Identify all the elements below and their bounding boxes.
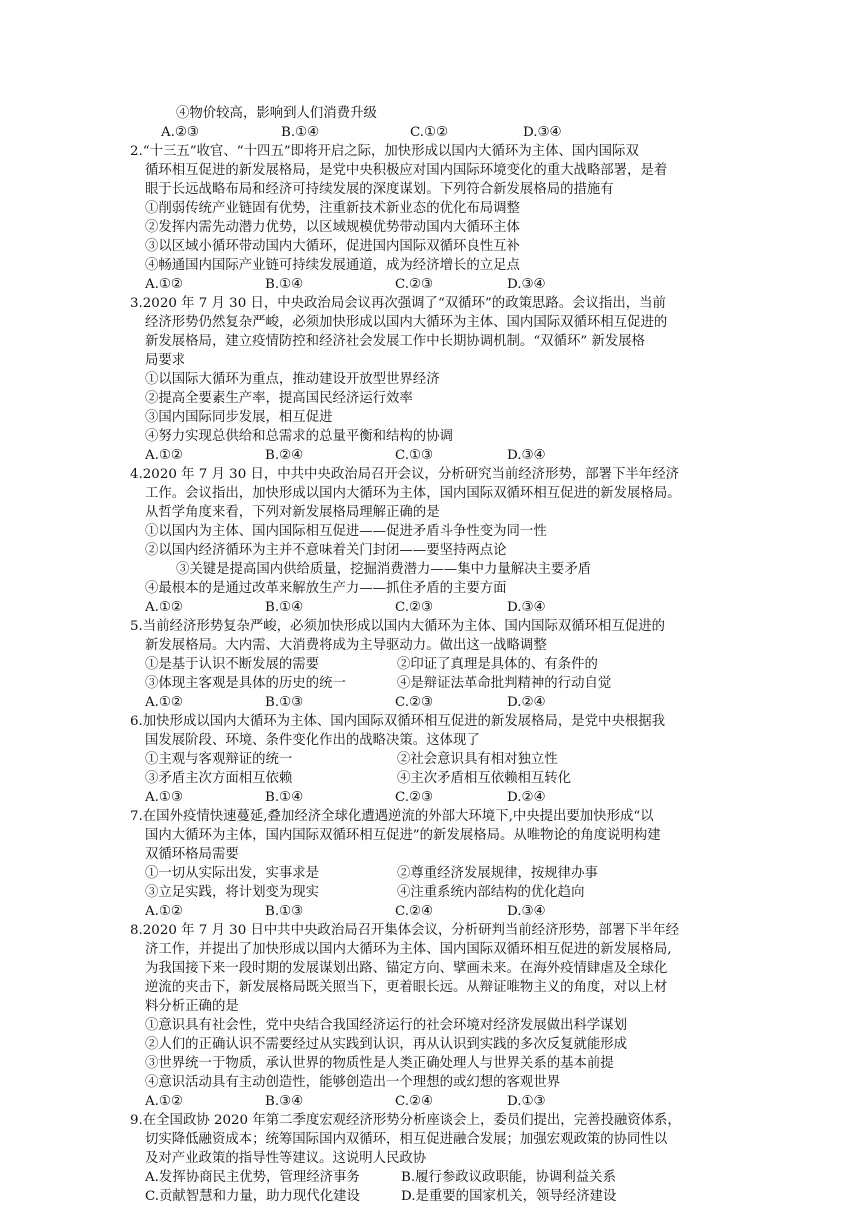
q7-items-row-1 xyxy=(145,864,734,884)
q6-options xyxy=(145,788,734,808)
q5-item-3: ③体现主客观是具体的历史的统一 xyxy=(145,676,346,691)
q9-option-c: C.贡献智慧和力量，助力现代化建设 xyxy=(145,1189,360,1204)
q7-item-4: ④注重系统内部结构的优化趋向 xyxy=(397,885,585,900)
q4-options xyxy=(145,598,734,618)
q9-stem-line-2: 切实降低融资成本；统筹国际国内双循环，相互促进融合发展；加强宏观政策的协同性以 xyxy=(145,1132,668,1147)
q4-item-3: ③关键是提高国内供给质量，挖掘消费潜力——集中力量解决主要矛盾 xyxy=(176,562,592,577)
q6-items-row-1 xyxy=(145,750,734,770)
q7-stem-line-3: 双循环格局需要 xyxy=(145,847,239,862)
q2-item-3: ③以区域小循环带动国内大循环，促进国内国际双循环良性互补 xyxy=(145,239,520,254)
q2-option-d: D.③④ xyxy=(507,277,546,292)
q2-options xyxy=(145,275,734,295)
q7-item-3: ③立足实践，将计划变为现实 xyxy=(145,885,320,900)
q9-options-row-2 xyxy=(145,1187,734,1207)
q3-item-2: ②提高全要素生产率，提高国民经济运行效率 xyxy=(145,391,413,406)
q1-option-c: C.①② xyxy=(410,125,449,140)
q4-item-1: ①以国内为主体、国内国际相互促进——促进矛盾斗争性变为同一性 xyxy=(145,524,547,539)
q7-stem-line-2: 国内大循环为主体，国内国际双循环相互促进”的新发展格局。从唯物论的角度说明构建 xyxy=(145,828,661,843)
q2-item-4: ④畅通国内国际产业链可持续发展通道，成为经济增长的立足点 xyxy=(145,258,520,273)
q5-option-c: C.②③ xyxy=(395,695,434,710)
q5-items-row-2 xyxy=(145,674,734,694)
q7-stem-line-1: 7.在国外疫情快速蔓延,叠加经济全球化遭遇逆流的外部大环境下,中央提出要加快形成“以 xyxy=(130,809,654,824)
q8-stem-line-5: 料分析正确的是 xyxy=(145,999,239,1014)
q3-option-d: D.③④ xyxy=(507,448,546,463)
q8-item-1: ①意识具有社会性，党中央结合我国经济运行的社会环境对经济发展做出科学谋划 xyxy=(145,1018,628,1033)
q1-option-d: D.③④ xyxy=(523,125,562,140)
q6-items-row-2 xyxy=(145,769,734,789)
q4-item-2: ②以国内经济循环为主并不意味着关门封闭——要坚持两点论 xyxy=(145,543,507,558)
q3-option-b: B.②④ xyxy=(265,448,304,463)
q9-option-d: D.是重要的国家机关，领导经济建设 xyxy=(401,1189,617,1204)
q3-item-4: ④努力实现总供给和总需求的总量平衡和结构的协调 xyxy=(145,429,453,444)
q9-stem-line-3: 及对产业政策的指导性等建议。这说明人民政协 xyxy=(145,1151,427,1166)
q2-stem-line-3: 眼于长远战略布局和经济可持续发展的深度谋划。下列符合新发展格局的措施有 xyxy=(145,182,614,197)
q2-option-c: C.②③ xyxy=(395,277,434,292)
q6-option-a: A.①③ xyxy=(145,790,183,805)
q8-option-b: B.③④ xyxy=(265,1094,304,1109)
q6-item-2: ②社会意识具有相对独立性 xyxy=(397,752,558,767)
q6-option-b: B.①④ xyxy=(265,790,304,805)
q3-stem-line-2: 经济形势仍然复杂严峻，必须加快形成以国内大循环为主体、国内国际双循环相互促进的 xyxy=(145,315,668,330)
q7-items-row-2 xyxy=(145,883,734,903)
q2-stem-line-2: 循环相互促进的新发展格局，是党中央积极应对国内国际环境变化的重大战略部署，是着 xyxy=(145,163,668,178)
q3-item-1: ①以国际大循环为重点，推动建设开放型世界经济 xyxy=(145,372,440,387)
q3-stem-line-4: 局要求 xyxy=(145,353,186,368)
q9-options-row-1 xyxy=(145,1168,734,1188)
q4-option-c: C.②③ xyxy=(395,600,434,615)
q8-option-c: C.②④ xyxy=(395,1094,434,1109)
q6-stem-line-2: 国发展阶段、环境、条件变化作出的战略决策。这体现了 xyxy=(145,733,480,748)
q8-item-4: ④意识活动具有主动创造性，能够创造出一个理想的或幻想的客观世界 xyxy=(145,1075,561,1090)
q1-option-a: A.②③ xyxy=(161,125,199,140)
q5-stem-line-2: 新发展格局。大内需、大消费将成为主导驱动力。做出这一战略调整 xyxy=(145,638,547,653)
q7-option-a: A.①② xyxy=(145,904,183,919)
q5-items-row-1 xyxy=(145,655,734,675)
q1-options xyxy=(145,123,734,143)
q2-option-b: B.①④ xyxy=(265,277,304,292)
q6-item-3: ③矛盾主次方面相互依赖 xyxy=(145,771,293,786)
q6-item-1: ①主观与客观辩证的统一 xyxy=(145,752,293,767)
q5-item-2: ②印证了真理是具体的、有条件的 xyxy=(397,657,598,672)
q2-item-2: ②发挥内需先动潜力优势，以区域规模优势带动国内大循环主体 xyxy=(145,220,520,235)
q5-option-a: A.①② xyxy=(145,695,183,710)
q2-option-a: A.①② xyxy=(145,277,183,292)
q3-option-a: A.①② xyxy=(145,448,183,463)
q9-option-a: A.发挥协商民主优势，管理经济事务 xyxy=(145,1170,360,1185)
q3-stem-line-1: 3.2020 年 7 月 30 日，中央政治局会议再次强调了“双循环”的政策思路。会议指出，当前 xyxy=(130,296,666,311)
q9-stem-line-1: 9.在全国政协 2020 年第二季度宏观经济形势分析座谈会上，委员们提出，完善投融资体系， xyxy=(130,1113,681,1128)
q5-option-b: B.①③ xyxy=(265,695,304,710)
q4-stem-line-2: 工作。会议指出，加快形成以国内大循环为主体，国内国际双循环相互促进的新发展格局。 xyxy=(145,486,681,501)
q8-options xyxy=(145,1092,734,1112)
q3-stem-line-3: 新发展格局，建立疫情防控和经济社会发展工作中长期协调机制。“双循环” 新发展格 xyxy=(145,334,646,349)
q2-item-1: ①削弱传统产业链固有优势，注重新技术新业态的优化布局调整 xyxy=(145,201,520,216)
q8-stem-line-2: 济工作，并提出了加快形成以国内大循环为主体、国内国际双循环相互促进的新发展格局, xyxy=(145,942,672,957)
q5-option-d: D.②④ xyxy=(507,695,546,710)
q8-option-a: A.①② xyxy=(145,1094,183,1109)
q8-item-3: ③世界统一于物质，承认世界的物质性是人类正确处理人与世界关系的基本前提 xyxy=(145,1056,614,1071)
q6-stem-line-1: 6.加快形成以国内大循环为主体、国内国际双循环相互促进的新发展格局，是党中央根据我 xyxy=(130,714,666,729)
q4-option-b: B.①④ xyxy=(265,600,304,615)
q4-item-4: ④最根本的是通过改革来解放生产力——抓住矛盾的主要方面 xyxy=(145,581,507,596)
q7-option-b: B.①③ xyxy=(265,904,304,919)
q7-option-d: D.③④ xyxy=(507,904,546,919)
q4-stem-line-3: 从哲学角度来看，下列对新发展格局理解正确的是 xyxy=(145,505,440,520)
q8-stem-line-1: 8.2020 年 7 月 30 日中共中央政治局召开集体会议，分析研判当前经济形势，部署下半年经 xyxy=(130,923,679,938)
q6-item-4: ④主次矛盾相互依赖相互转化 xyxy=(397,771,572,786)
q6-option-c: C.②③ xyxy=(395,790,434,805)
q3-option-c: C.①③ xyxy=(395,448,434,463)
q7-item-2: ②尊重经济发展规律，按规律办事 xyxy=(397,866,598,881)
q8-stem-line-3: 为我国接下来一段时期的发展谋划出路、锚定方向、擘画未来。在海外疫情肆虐及全球化 xyxy=(145,961,668,976)
q9-option-b: B.履行参政议政职能，协调利益关系 xyxy=(401,1170,616,1185)
q8-stem-line-4: 逆流的夹击下，新发展格局既关照当下，更着眼长远。从辩证唯物主义的角度，对以上材 xyxy=(145,980,668,995)
q5-options xyxy=(145,693,734,713)
q5-item-4: ④是辩证法革命批判精神的行动自觉 xyxy=(397,676,612,691)
q3-item-3: ③国内国际同步发展，相互促进 xyxy=(145,410,333,425)
q5-stem-line-1: 5.当前经济形势复杂严峻，必须加快形成以国内大循环为主体、国内国际双循环相互促进的 xyxy=(130,619,666,634)
q7-item-1: ①一切从实际出发，实事求是 xyxy=(145,866,320,881)
q4-option-d: D.③④ xyxy=(507,600,546,615)
q7-options xyxy=(145,902,734,922)
q4-option-a: A.①② xyxy=(145,600,183,615)
q4-stem-line-1: 4.2020 年 7 月 30 日，中共中央政治局召开会议，分析研究当前经济形势，部署下半年经济 xyxy=(130,467,679,482)
q5-item-1: ①是基于认识不断发展的需要 xyxy=(145,657,320,672)
q3-options xyxy=(145,446,734,466)
q8-option-d: D.①③ xyxy=(507,1094,546,1109)
q1-item-4: ④物价较高，影响到人们消费升级 xyxy=(176,106,377,121)
q6-option-d: D.②④ xyxy=(507,790,546,805)
q7-option-c: C.②④ xyxy=(395,904,434,919)
q8-item-2: ②人们的正确认识不需要经过从实践到认识，再从认识到实践的多次反复就能形成 xyxy=(145,1037,628,1052)
q2-stem-line-1: 2.“十三五”收官、“十四五”即将开启之际，加快形成以国内大循环为主体、国内国际双 xyxy=(130,144,639,159)
q1-option-b: B.①④ xyxy=(281,125,320,140)
